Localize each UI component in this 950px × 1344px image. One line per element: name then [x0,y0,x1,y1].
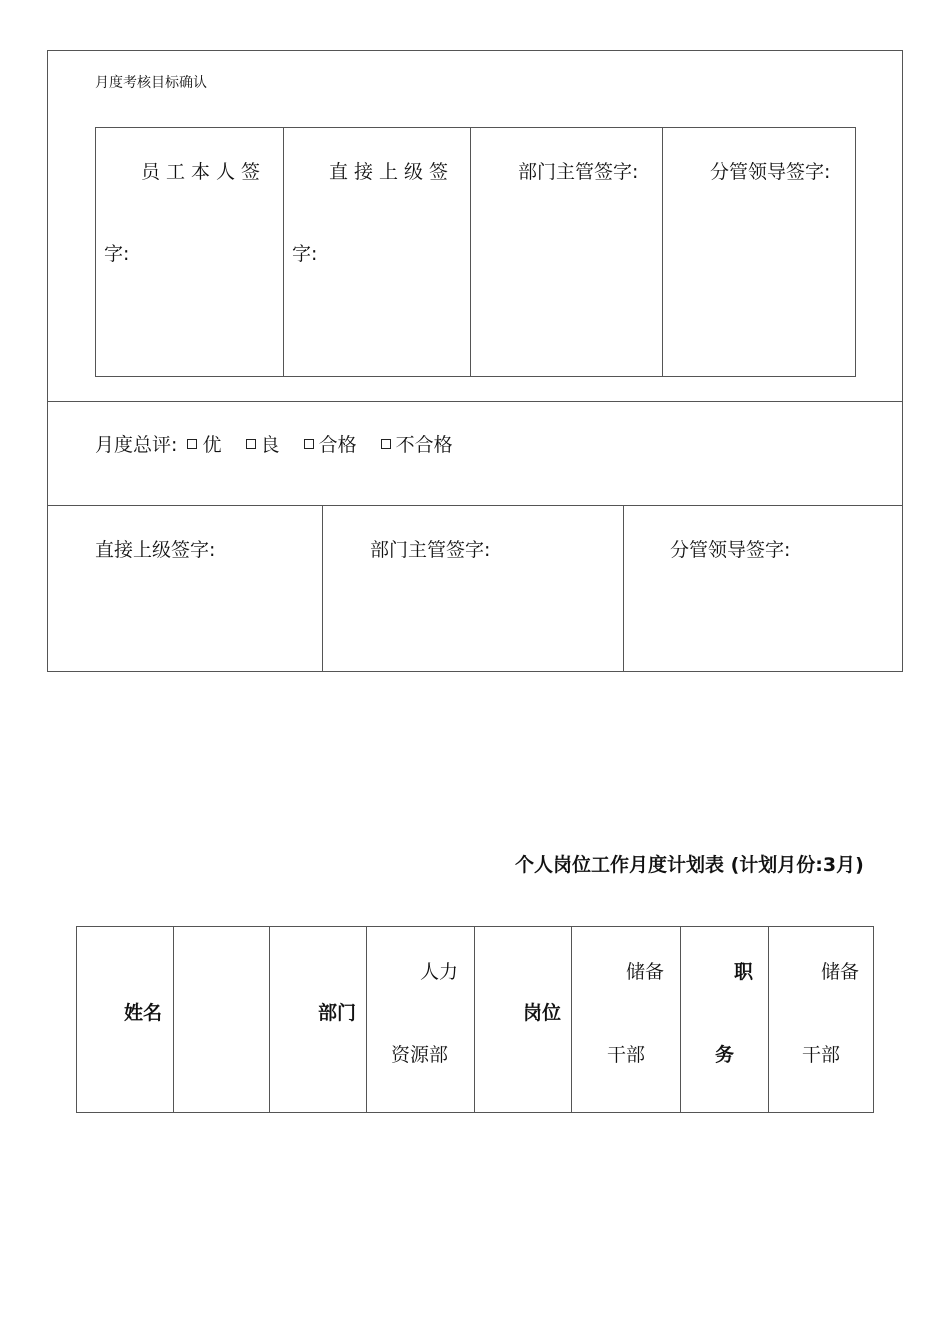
duty-value-cont: 干部 [802,1044,841,1066]
dept-value-cont: 资源部 [391,1044,449,1066]
checkbox-icon[interactable] [304,439,314,449]
form-divider [47,401,903,402]
cell-divider [470,127,471,377]
cell-divider [662,127,663,377]
cell-divider [269,926,270,1113]
checkbox-icon[interactable] [187,439,197,449]
cell-divider [474,926,475,1113]
name-label: 姓名 [124,1002,163,1024]
superior-signature-label: 直接上级签 [329,161,455,183]
cell-divider [283,127,284,377]
dept-head-signature-label: 部门主管签字: [518,161,639,183]
plan-title: 个人岗位工作月度计划表 (计划月份:3月) [515,854,864,876]
checkbox-icon[interactable] [381,439,391,449]
form-divider [47,505,903,506]
post-label: 岗位 [523,1002,562,1024]
rating-option-fail[interactable]: 不合格 [377,434,453,456]
dept-label: 部门 [318,1002,357,1024]
duty-label: 职 [734,961,754,983]
post-value-cont: 干部 [607,1044,646,1066]
cell-divider [623,505,624,672]
rating-option-good[interactable]: 良 [242,434,280,456]
employee-signature-label: 员工本人签 [141,161,267,183]
cell-divider [366,926,367,1113]
leader-signature-label: 分管领导签字: [710,161,831,183]
post-value: 储备 [626,961,665,983]
dept-value: 人力 [420,961,459,983]
cell-divider [680,926,681,1113]
plan-info-table [76,926,874,1113]
superior-signature-label-cont: 字: [292,243,318,265]
review-leader-signature-label: 分管领导签字: [670,539,791,561]
monthly-confirm-title: 月度考核目标确认 [95,75,207,91]
review-superior-signature-label: 直接上级签字: [95,539,216,561]
cell-divider [571,926,572,1113]
checkbox-icon[interactable] [246,439,256,449]
monthly-review [95,436,467,455]
duty-label-cont: 务 [715,1044,735,1066]
cell-divider [173,926,174,1113]
cell-divider [322,505,323,672]
monthly-review-label: 月度总评: [95,434,178,456]
duty-value: 储备 [821,961,860,983]
employee-signature-label-cont: 字: [104,243,130,265]
review-dept-head-signature-label: 部门主管签字: [370,539,491,561]
rating-option-pass[interactable]: 合格 [300,434,357,456]
rating-option-excellent[interactable]: 优 [183,434,221,456]
cell-divider [768,926,769,1113]
